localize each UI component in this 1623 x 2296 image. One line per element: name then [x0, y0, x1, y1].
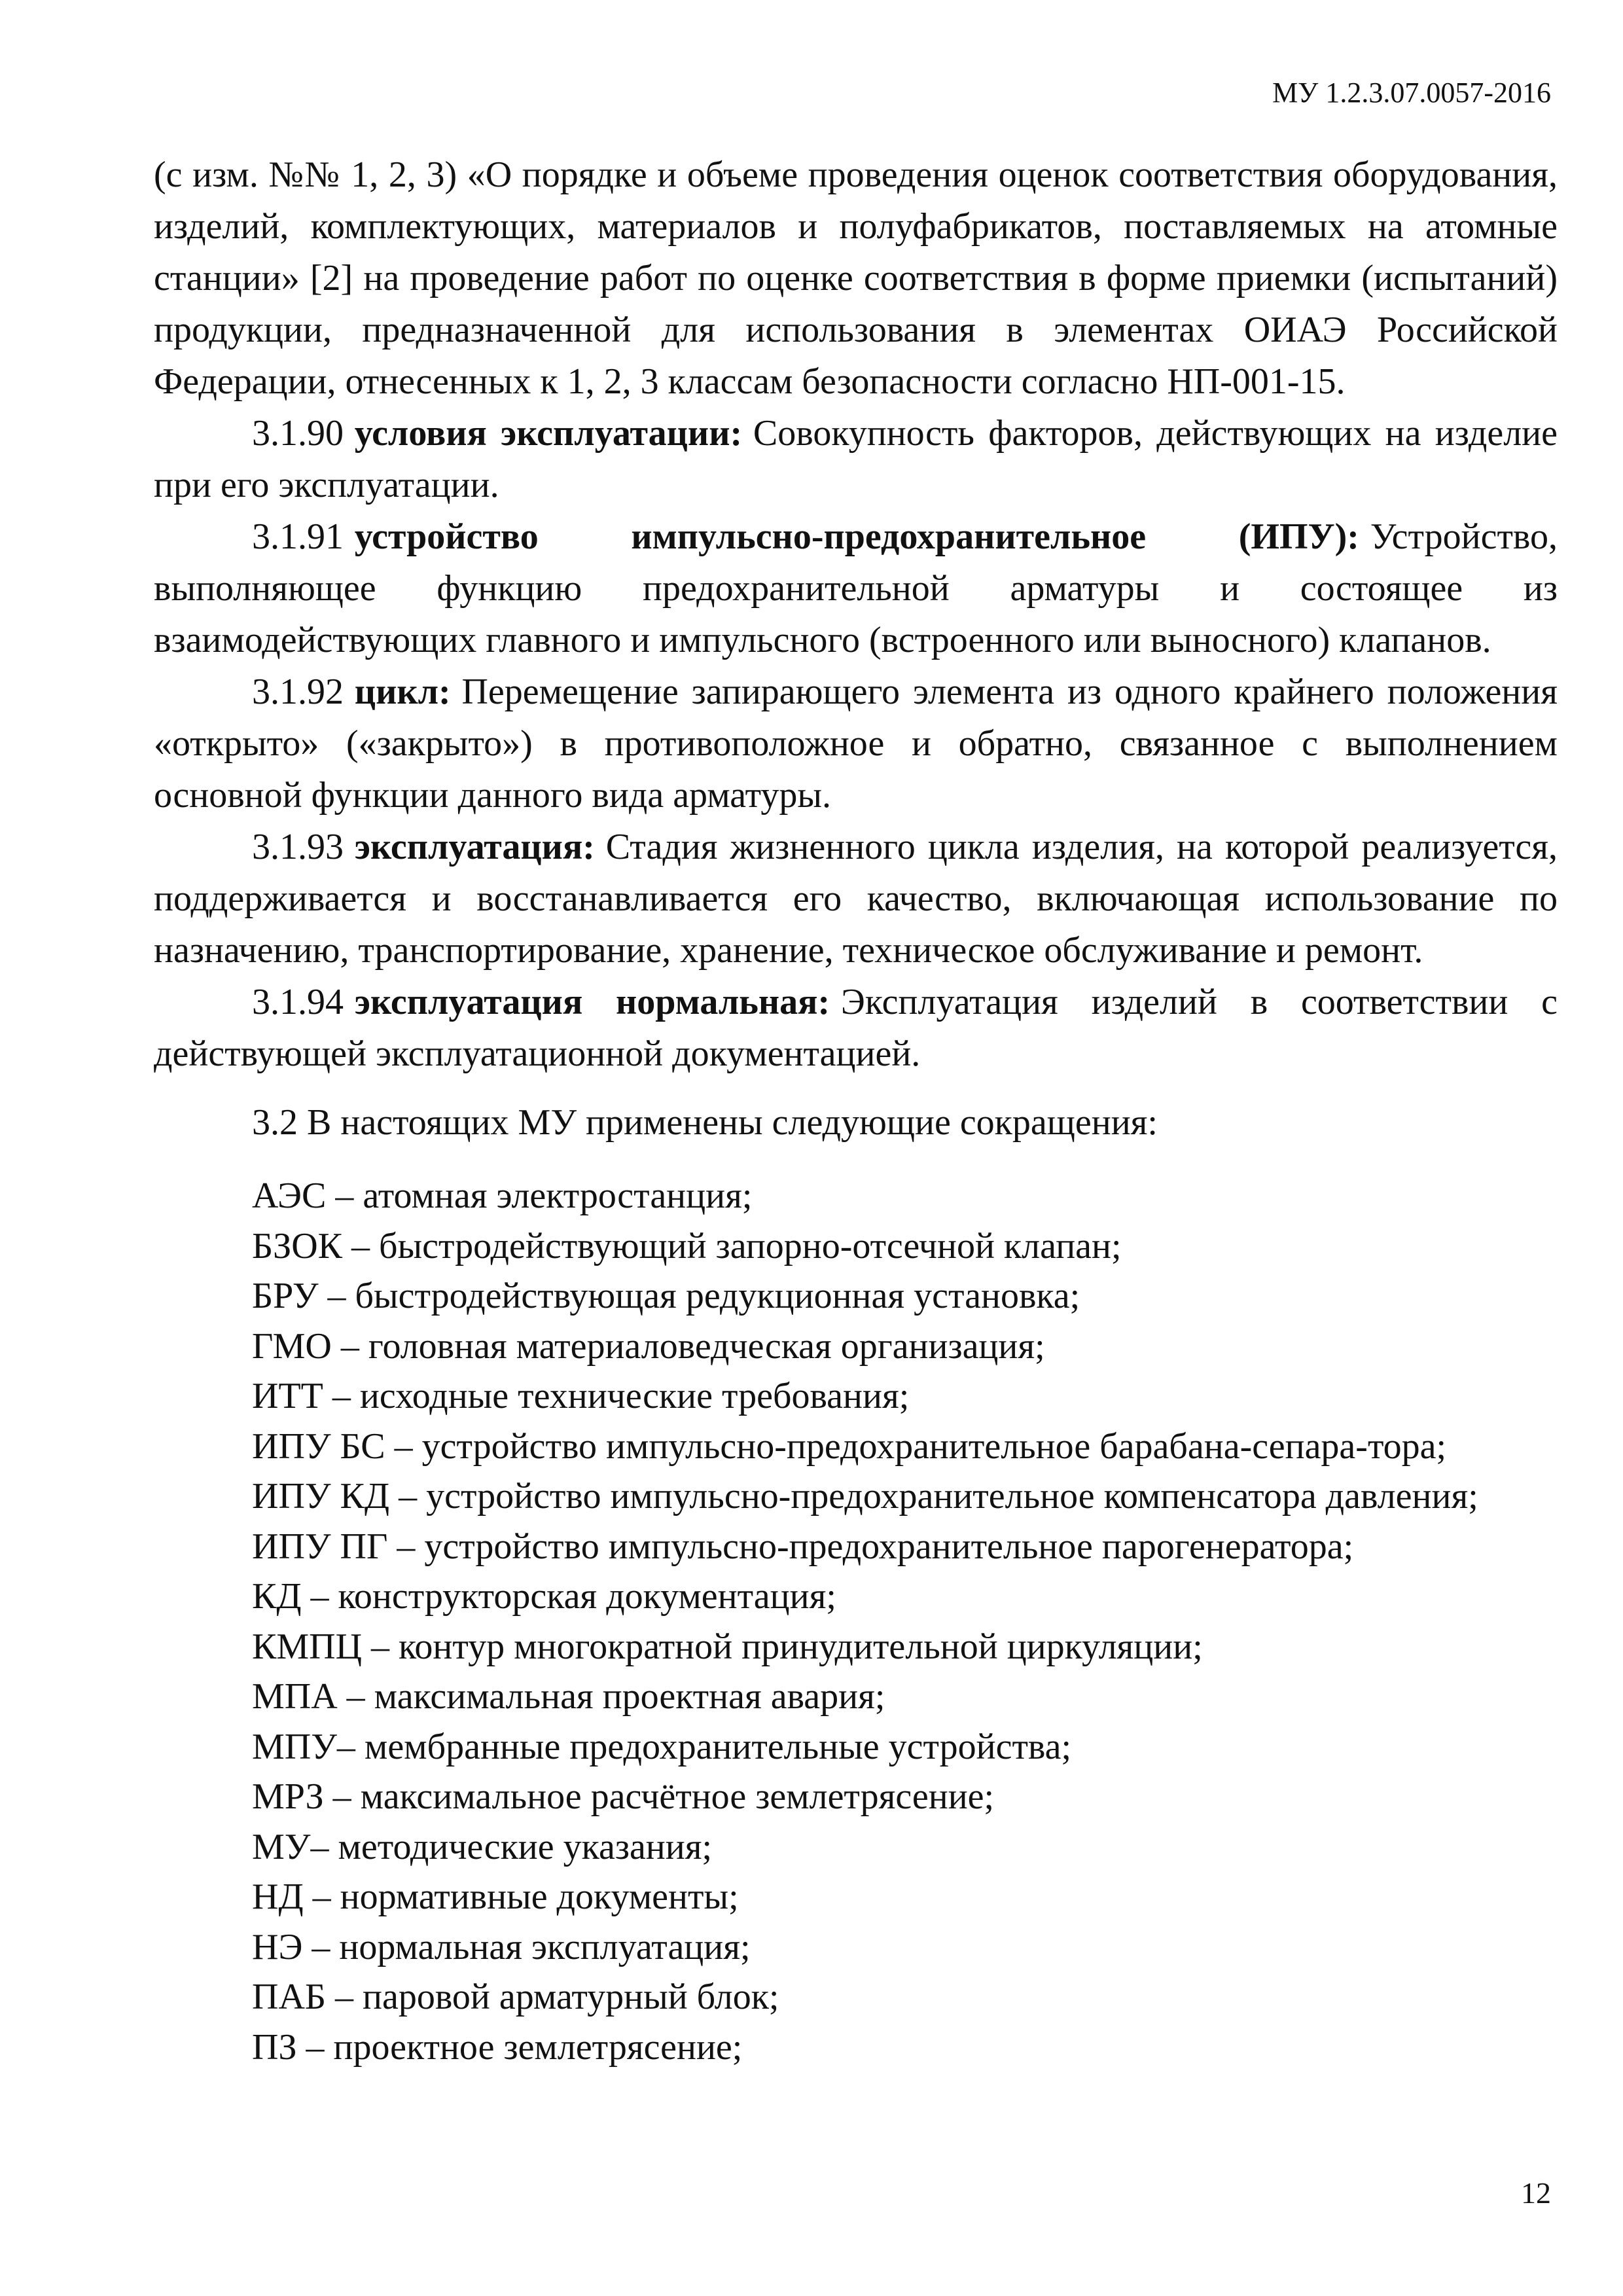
abbreviation-item: ПЗ – проектное землетрясение;: [252, 2026, 743, 2068]
abbreviation-item: КМПЦ – контур многократной принудительной циркуляции;: [252, 1626, 1203, 1667]
definition-text: Эксплуатация изделий в соответствии с действующей эксплуатационной документацией.: [154, 982, 1558, 1074]
abbreviation-item: МРЗ – максимальное расчётное землетрясение;: [252, 1776, 995, 1817]
abbreviation-item: ПАБ – паровой арматурный блок;: [252, 1977, 779, 2017]
definition-paragraph: [154, 977, 1558, 1080]
definition-number: 3.1.92: [252, 672, 344, 712]
definition-number: 3.1.94: [252, 982, 344, 1022]
abbreviation-item: БЗОК – быстродействующий запорно-отсечной клапан;: [252, 1225, 1122, 1266]
definition-text: Совокупность факторов, действующих на изделие при его эксплуатации.: [154, 413, 1558, 505]
page-number: 12: [1521, 2176, 1551, 2210]
abbreviations-heading: 3.2 В настоящих МУ применены следующие сокращения:: [252, 1102, 1158, 1143]
definition-number: 3.1.93: [252, 827, 344, 867]
abbreviation-item: БРУ – быстродействующая редукционная установка;: [252, 1276, 1080, 1316]
definition-paragraph: [154, 821, 1558, 977]
abbreviation-item: МПА – максимальная проектная авария;: [252, 1676, 885, 1717]
definition-text: Устройство, выполняющее функцию предохранительной арматуры и состоящее из взаимодействующих главного и импульсного (встроенного или выносного) клапанов.: [154, 516, 1558, 660]
abbreviation-item: КД – конструкторская документация;: [252, 1576, 836, 1617]
abbreviation-item: ИПУ ПГ – устройство импульсно-предохранительное парогенератора;: [252, 1526, 1354, 1567]
abbreviation-item: НД – нормативные документы;: [252, 1876, 739, 1917]
definition-paragraph: [154, 511, 1558, 666]
definition-paragraph: [154, 408, 1558, 511]
definition-number: 3.1.91: [252, 516, 344, 557]
definition-term: эксплуатация нормальная:: [354, 982, 830, 1022]
definition-term: условия эксплуатации:: [354, 413, 743, 454]
definitions-list: [154, 408, 1558, 1080]
definition-text: Перемещение запирающего элемента из одного крайнего положения «открыто» («закрыто») в противоположное и обратно, связанное с выполнением основной функции данного вида арматуры.: [154, 672, 1558, 816]
definition-text: Стадия жизненного цикла изделия, на которой реализуется, поддерживается и восстанавливается его качество, включающая использование по назначению, транспортирование, хранение, техническое обслуживание и ремонт.: [154, 827, 1558, 971]
abbreviation-item: МПУ– мембранные предохранительные устройства;: [252, 1726, 1072, 1767]
definition-term: устройство импульсно-предохранительное (ИПУ):: [354, 516, 1359, 557]
abbreviation-item: НЭ – нормальная эксплуатация;: [252, 1926, 751, 1967]
abbreviation-item: ИПУ БС – устройство импульсно-предохранительное барабана-сепара-тора;: [252, 1426, 1447, 1467]
abbreviation-item: ГМО – головная материаловедческая организация;: [252, 1325, 1045, 1367]
definition-term: цикл:: [354, 672, 451, 712]
document-body: [154, 149, 1558, 2072]
intro-paragraph: (с изм. №№ 1, 2, 3) «О порядке и объеме проведения оценок соответствия оборудования, изделий, комплектующих, материалов и полуфабрикатов, поставляемых на атомные станции» [2] на проведение работ по оценке соответствия в форме приемки (испытаний) продукции, предназначенной для использования в элементах ОИАЭ Российской Федерации, отнесенных к 1, 2, 3 классам безопасности согласно НП-001-15.: [154, 154, 1558, 402]
abbreviation-item: ИТТ – исходные технические требования;: [252, 1376, 910, 1416]
definition-number: 3.1.90: [252, 413, 344, 454]
abbreviation-item: АЭС – атомная электростанция;: [252, 1175, 753, 1216]
document-code: МУ 1.2.3.07.0057-2016: [1272, 77, 1551, 109]
abbreviation-item: МУ– методические указания;: [252, 1826, 713, 1867]
definition-paragraph: [154, 666, 1558, 821]
definition-term: эксплуатация:: [354, 827, 595, 867]
abbreviations-list: [154, 1171, 1558, 2072]
abbreviation-item: ИПУ КД – устройство импульсно-предохранительное компенсатора давления;: [252, 1476, 1478, 1516]
